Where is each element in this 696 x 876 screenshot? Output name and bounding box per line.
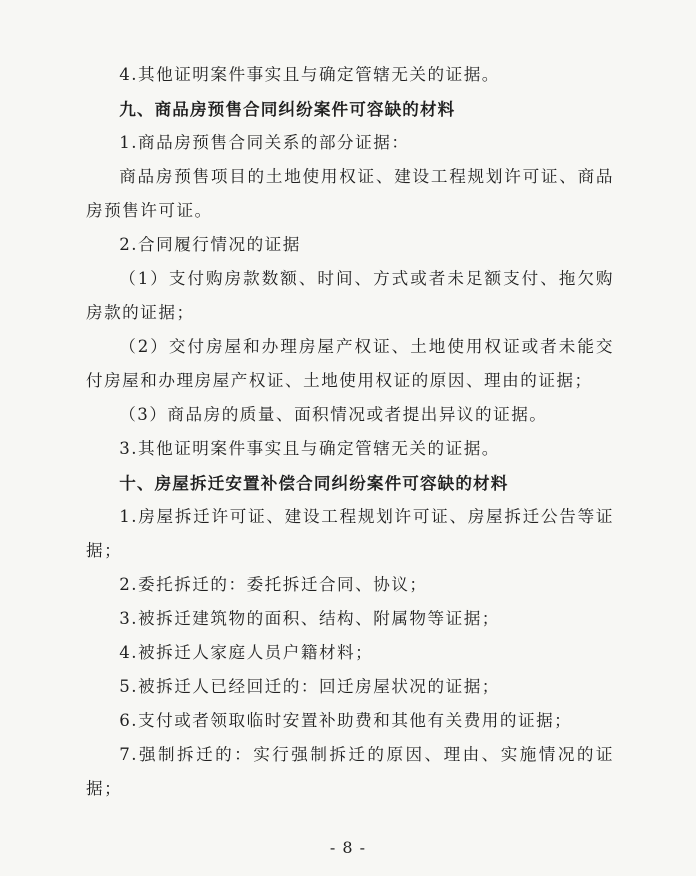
evidence-item: 1.商品房预售合同关系的部分证据： — [119, 133, 410, 152]
evidence-item: 5.被拆迁人已经回迁的：回迁房屋状况的证据； — [119, 677, 500, 696]
page-number: - 8 - — [329, 838, 367, 857]
evidence-item: 4.其他证明案件事实且与确定管辖无关的证据。 — [119, 65, 500, 84]
evidence-item: 商品房预售项目的土地使用权证、建设工程规划许可证、商品房预售许可证。 — [86, 167, 614, 220]
document-body — [86, 58, 614, 806]
evidence-item: 2.委托拆迁的：委托拆迁合同、协议； — [119, 575, 428, 594]
evidence-item: 3.被拆迁建筑物的面积、结构、附属物等证据； — [119, 609, 500, 628]
evidence-item: 2.合同履行情况的证据 — [119, 235, 301, 254]
evidence-item: 1.房屋拆迁许可证、建设工程规划许可证、房屋拆迁公告等证据； — [86, 507, 614, 560]
section-heading: 十、房屋拆迁安置补偿合同纠纷案件可容缺的材料 — [119, 473, 509, 493]
evidence-item: 3.其他证明案件事实且与确定管辖无关的证据。 — [119, 439, 500, 458]
evidence-item: 7.强制拆迁的：实行强制拆迁的原因、理由、实施情况的证据； — [86, 745, 614, 798]
evidence-item: （3）商品房的质量、面积情况或者提出异议的证据。 — [119, 405, 548, 424]
evidence-item: 4.被拆迁人家庭人员户籍材料； — [119, 643, 374, 662]
evidence-item: （1）支付购房款数额、时间、方式或者未足额支付、拖欠购房款的证据； — [86, 269, 614, 322]
evidence-item: 6.支付或者领取临时安置补助费和其他有关费用的证据； — [119, 711, 573, 730]
section-heading: 九、商品房预售合同纠纷案件可容缺的材料 — [119, 99, 456, 119]
evidence-item: （2）交付房屋和办理房屋产权证、土地使用权证或者未能交付房屋和办理房屋产权证、土地使用权证的原因、理由的证据； — [86, 337, 614, 390]
